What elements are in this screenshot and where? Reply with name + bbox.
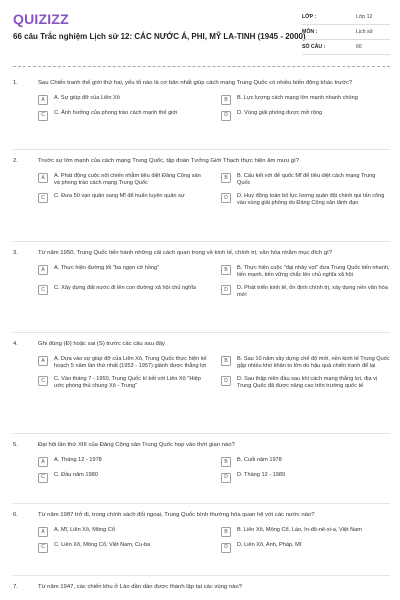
option-text: B. Liên Xô, Mông Cổ, Lào, In-đô-nê-xi-a, Việt Nam	[237, 526, 362, 533]
option-letter-badge: D	[221, 285, 231, 295]
answer-option[interactable]	[221, 527, 390, 538]
question-text	[13, 583, 390, 592]
answer-option[interactable]	[221, 472, 390, 483]
answer-option[interactable]	[221, 457, 390, 468]
option-text: C. Ảnh hưởng của phong trào cách mạnh thế giới	[54, 110, 178, 117]
answer-option[interactable]	[221, 356, 390, 371]
option-letter-badge: D	[221, 543, 231, 553]
answer-options	[13, 527, 390, 553]
answer-option[interactable]	[38, 95, 207, 106]
question-text	[13, 340, 390, 349]
option-text: A. Dựa vào sự giúp đỡ của Liên Xô, Trung Quốc thực hiện kế hoạch 5 năm lần thứ nhất (1953 - 1957) giành được thắng lợi	[54, 355, 207, 370]
option-text: D. Liên Xô, Anh, Pháp, Mĩ	[237, 542, 302, 549]
answer-option[interactable]	[38, 472, 207, 483]
question-number: 4.	[13, 341, 18, 347]
answer-option[interactable]	[38, 457, 207, 468]
answer-option[interactable]	[38, 542, 207, 553]
option-text: C. Xây dựng đất nước đi lên con đường xã hội chủ nghĩa	[54, 284, 197, 291]
page-title: 66 câu Trắc nghiệm Lịch sử 12: CÁC NƯỚC Á, PHI, MỸ LA-TINH (1945 - 2000)	[13, 32, 306, 41]
option-text: C. Đầu năm 1980	[54, 472, 98, 479]
meta-row-subject	[302, 25, 390, 40]
option-letter-badge: A	[38, 95, 48, 105]
question-separator	[13, 332, 390, 333]
question-text	[13, 79, 390, 88]
answer-option[interactable]	[221, 95, 390, 106]
option-text: B. Sau 10 năm xây dựng chế độ mới, nền kinh tế Trung Quốc gặp nhiều khó khăn to lớn do hậu quả chiến tranh để lại	[237, 355, 390, 370]
meta-row-class	[302, 10, 390, 25]
header-divider	[13, 66, 390, 67]
question-prompt: Từ năm 1947, các chiến khu ở Lào dần dần được thành lập tại các vùng nào?	[38, 584, 242, 590]
question-prompt: Ghi đúng (Đ) hoặc sai (S) trước các câu sau đây	[38, 341, 165, 347]
question-text	[13, 511, 390, 520]
worksheet-header	[0, 0, 400, 66]
question-separator	[13, 575, 390, 576]
answer-options	[13, 356, 390, 391]
question-separator	[13, 503, 390, 504]
question-block	[13, 157, 390, 208]
question-separator	[13, 433, 390, 434]
answer-option[interactable]	[38, 356, 207, 371]
question-block	[13, 79, 390, 121]
meta-value: Lớp 12	[356, 14, 373, 20]
option-text: B. Lực lượng cách mạng lớn mạnh nhanh chóng	[237, 94, 358, 101]
meta-row-count	[302, 40, 390, 55]
answer-option[interactable]	[38, 110, 207, 121]
answer-option[interactable]	[221, 173, 390, 188]
answer-option[interactable]	[221, 542, 390, 553]
question-number: 5.	[13, 442, 18, 448]
question-block	[13, 441, 390, 483]
option-letter-badge: C	[38, 193, 48, 203]
option-text: D. Phát triển kinh tế, ổn định chính trị, xây dựng nền văn hóa mới	[237, 284, 388, 299]
answer-option[interactable]	[221, 193, 390, 208]
option-text: D. Sau thập niên đầu sau khi cách mạng thắng lợi, địa vị Trung Quốc đã được nâng cao trên trường quốc tế	[237, 375, 378, 390]
answer-options	[13, 265, 390, 300]
answer-option[interactable]	[38, 527, 207, 538]
option-letter-badge: A	[38, 457, 48, 467]
question-prompt: Đại hội lần thứ XIII của Đảng Cộng sản Trung Quốc họp vào thời gian nào?	[38, 442, 235, 448]
option-letter-badge: A	[38, 356, 48, 366]
option-text: A. Thực hiện đường lối "ba ngọn cờ hồng"	[54, 264, 160, 271]
meta-value: 66	[356, 44, 362, 50]
answer-options	[13, 173, 390, 208]
option-letter-badge: B	[221, 265, 231, 275]
answer-option[interactable]	[38, 285, 207, 300]
option-text: C. Đưa 50 vạn quân sang Mĩ để huấn luyện quân sự	[54, 192, 185, 199]
option-letter-badge: A	[38, 265, 48, 275]
option-letter-badge: D	[221, 111, 231, 121]
question-prompt: Trước sự lớn mạnh của cách mạng Trung Quốc, tập đoàn Tưởng Giới Thạch thực hiện âm mưu gì?	[38, 158, 299, 164]
meta-key: LỚP :	[302, 14, 317, 20]
question-block	[13, 340, 390, 391]
answer-option[interactable]	[221, 376, 390, 391]
option-text: A. Sự giúp đỡ của Liên Xô	[54, 94, 120, 101]
option-letter-badge: B	[221, 95, 231, 105]
answer-option[interactable]	[38, 376, 207, 391]
answer-option[interactable]	[221, 110, 390, 121]
answer-option[interactable]	[38, 173, 207, 188]
option-text: D. Huy động toàn bộ lực lượng quân đội chính qui tấn công vào vùng giải phóng do Đảng Cộng sản lãnh đạo	[237, 192, 385, 207]
question-number: 1.	[13, 80, 18, 86]
option-letter-badge: B	[221, 173, 231, 183]
meta-box	[302, 10, 390, 55]
answer-option[interactable]	[38, 265, 207, 280]
option-letter-badge: C	[38, 543, 48, 553]
answer-options	[13, 95, 390, 121]
question-text	[13, 441, 390, 450]
question-number: 2.	[13, 158, 18, 164]
option-text: A. Mĩ, Liên Xô, Mông Cổ	[54, 526, 115, 533]
option-letter-badge: A	[38, 173, 48, 183]
option-text: B. Cuối năm 1978	[237, 456, 282, 463]
option-text: B. Thực hiện cuộc "đại nhảy vọt" đưa Trung Quốc tiến nhanh, tiến mạnh, tiến vững chắc lên chủ nghĩa xã hội	[237, 264, 390, 279]
option-letter-badge: D	[221, 193, 231, 203]
option-letter-badge: C	[38, 376, 48, 386]
option-letter-badge: B	[221, 457, 231, 467]
option-letter-badge: D	[221, 376, 231, 386]
question-number: 3.	[13, 250, 18, 256]
option-letter-badge: B	[221, 356, 231, 366]
question-prompt: Từ năm 1950, Trung Quốc tiến hành những cải cách quan trọng về kinh tế, chính trị, văn hóa nhằm mục đích gì?	[38, 250, 333, 256]
option-text: C. Liên Xô, Mông Cổ, Việt Nam, Cu-ba	[54, 542, 151, 549]
answer-option[interactable]	[221, 265, 390, 280]
question-number: 6.	[13, 512, 18, 518]
question-block	[13, 511, 390, 553]
option-text: A. Phát động cuộc nội chiến nhằm tiêu diệt Đảng Cộng sản và phong trào cách mạng Trung Quốc	[54, 172, 201, 187]
question-block	[13, 249, 390, 300]
option-letter-badge: C	[38, 473, 48, 483]
question-separator	[13, 149, 390, 150]
answer-options	[13, 457, 390, 483]
option-letter-badge: C	[38, 285, 48, 295]
question-prompt: Sau Chiến tranh thế giới thứ hai, yếu tố nào là cơ bản nhất giúp cách mạng Trung Quốc có nhiều biến động khác trước?	[38, 80, 353, 86]
meta-key: MÔN :	[302, 29, 318, 35]
question-number: 7.	[13, 584, 18, 590]
option-letter-badge: D	[221, 473, 231, 483]
question-text	[13, 157, 390, 166]
meta-key: SỐ CÂU :	[302, 44, 326, 50]
question-prompt: Từ năm 1987 trở đi, trong chính sách đối ngoại, Trung Quốc bình thường hóa quan hệ với các nước nào?	[38, 512, 315, 518]
meta-value: Lịch sử	[356, 29, 374, 35]
quizizz-logo: QUIZIZZ	[13, 11, 69, 27]
option-letter-badge: B	[221, 527, 231, 537]
answer-option[interactable]	[221, 285, 390, 300]
option-text: D. Vùng giải phóng được mở rộng	[237, 110, 323, 117]
option-letter-badge: C	[38, 111, 48, 121]
option-text: D. Tháng 12 - 1989	[237, 472, 286, 479]
question-block	[13, 583, 390, 592]
option-text: A. Tháng 12 - 1978	[54, 456, 102, 463]
answer-option[interactable]	[38, 193, 207, 208]
option-text: C. Vào tháng 7 - 1950, Trung Quốc kí kết với Liên Xô "Hiệp ước phòng thủ chung Xô - Trung"	[54, 375, 201, 390]
question-text	[13, 249, 390, 258]
question-separator	[13, 241, 390, 242]
option-text: B. Cấu kết với đế quốc Mĩ để tiêu diệt cách mạng Trung Quốc	[237, 172, 376, 187]
option-letter-badge: A	[38, 527, 48, 537]
